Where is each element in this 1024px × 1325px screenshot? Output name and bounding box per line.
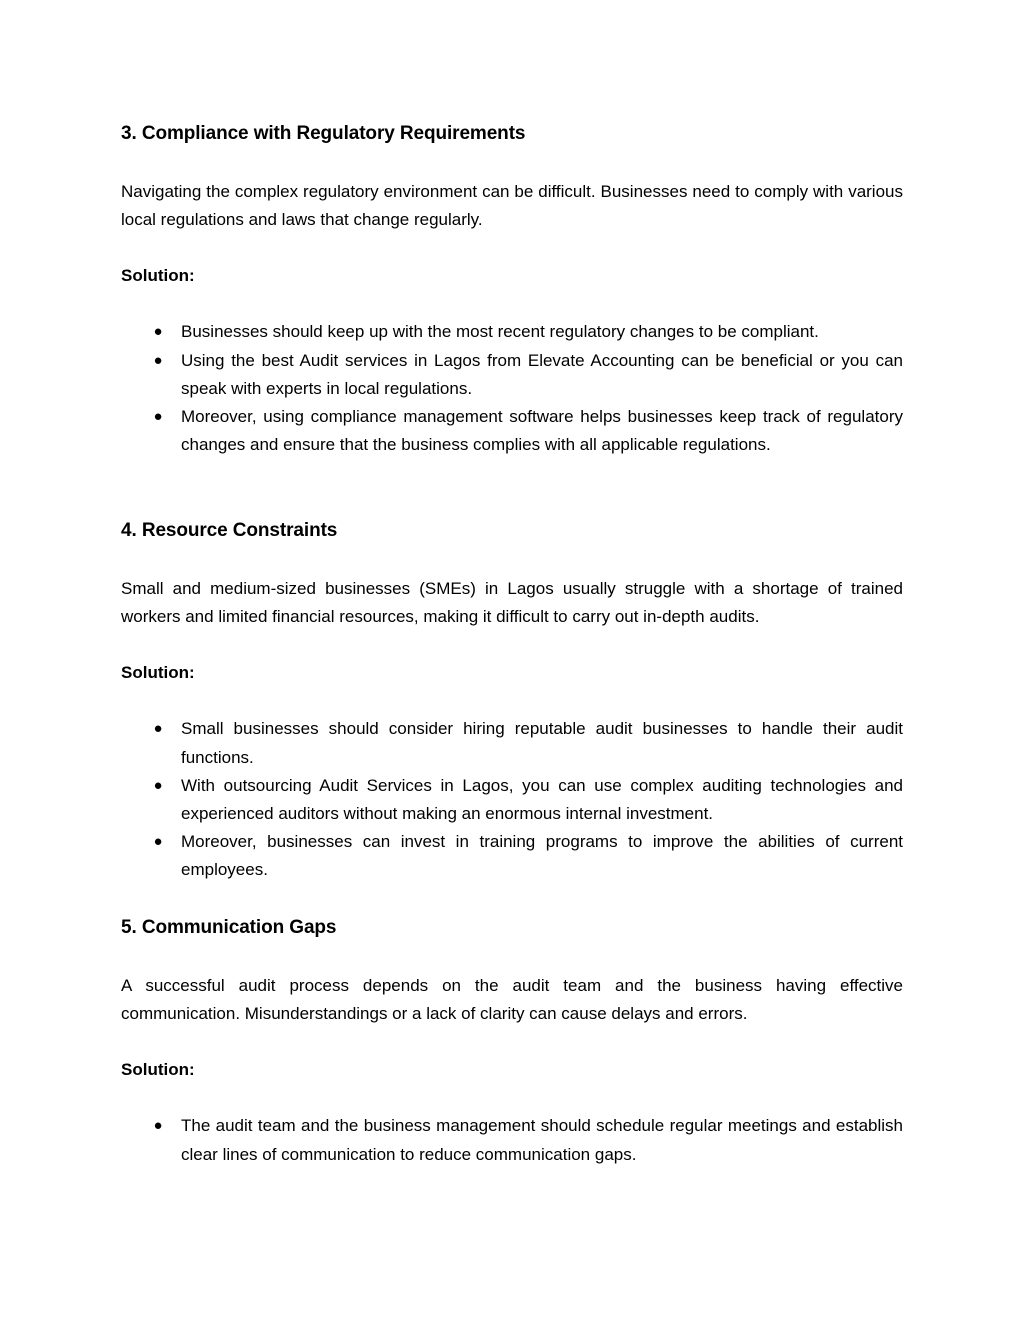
bullet-icon: ● [153,1117,163,1135]
list-item [121,1112,903,1168]
solution-list [121,318,903,459]
bullet-icon: ● [153,323,163,341]
bullet-icon: ● [153,720,163,738]
list-item-text: Moreover, using compliance management software helps businesses keep track of regulatory changes and ensure that the business complies with all applicable regulations. [181,407,903,455]
solution-label: Solution: [121,266,195,286]
section-paragraph: A successful audit process depends on the audit team and the business having effective communication. Misunderstandings or a lack of clarity can cause delays and errors. [121,976,903,1024]
list-item-text: The audit team and the business management should schedule regular meetings and establish clear lines of communication to reduce communication gaps. [181,1116,903,1164]
list-item [121,715,903,771]
list-item [121,318,903,346]
bullet-icon: ● [153,408,163,426]
section-paragraph: Navigating the complex regulatory environment can be difficult. Businesses need to comply with various local regulations and laws that change regularly. [121,182,903,230]
bullet-icon: ● [153,351,163,369]
section-paragraph: Small and medium-sized businesses (SMEs) in Lagos usually struggle with a shortage of trained workers and limited financial resources, making it difficult to carry out in-depth audits. [121,579,903,627]
section-compliance [121,120,903,459]
solution-list [121,715,903,884]
section-heading: 3. Compliance with Regulatory Requirements [121,123,526,144]
list-item [121,828,903,884]
section-communication-gaps [121,914,903,1169]
section-resource-constraints [121,517,903,885]
solution-label: Solution: [121,1060,195,1080]
list-item-text: Small businesses should consider hiring reputable audit businesses to handle their audit functions. [181,719,903,767]
section-heading: 5. Communication Gaps [121,917,337,938]
list-item [121,772,903,828]
bullet-icon: ● [153,833,163,851]
list-item-text: Moreover, businesses can invest in training programs to improve the abilities of current employees. [181,832,903,880]
bullet-icon: ● [153,776,163,794]
solution-label: Solution: [121,663,195,683]
list-item-text: Businesses should keep up with the most recent regulatory changes to be compliant. [181,322,819,342]
section-heading: 4. Resource Constraints [121,520,338,541]
solution-list [121,1112,903,1168]
list-item-text: With outsourcing Audit Services in Lagos, you can use complex auditing technologies and experienced auditors without making an enormous internal investment. [181,775,903,824]
list-item [121,347,903,403]
list-item-text: Using the best Audit services in Lagos from Elevate Accounting can be beneficial or you can speak with experts in local regulations. [181,350,903,398]
list-item [121,403,903,459]
